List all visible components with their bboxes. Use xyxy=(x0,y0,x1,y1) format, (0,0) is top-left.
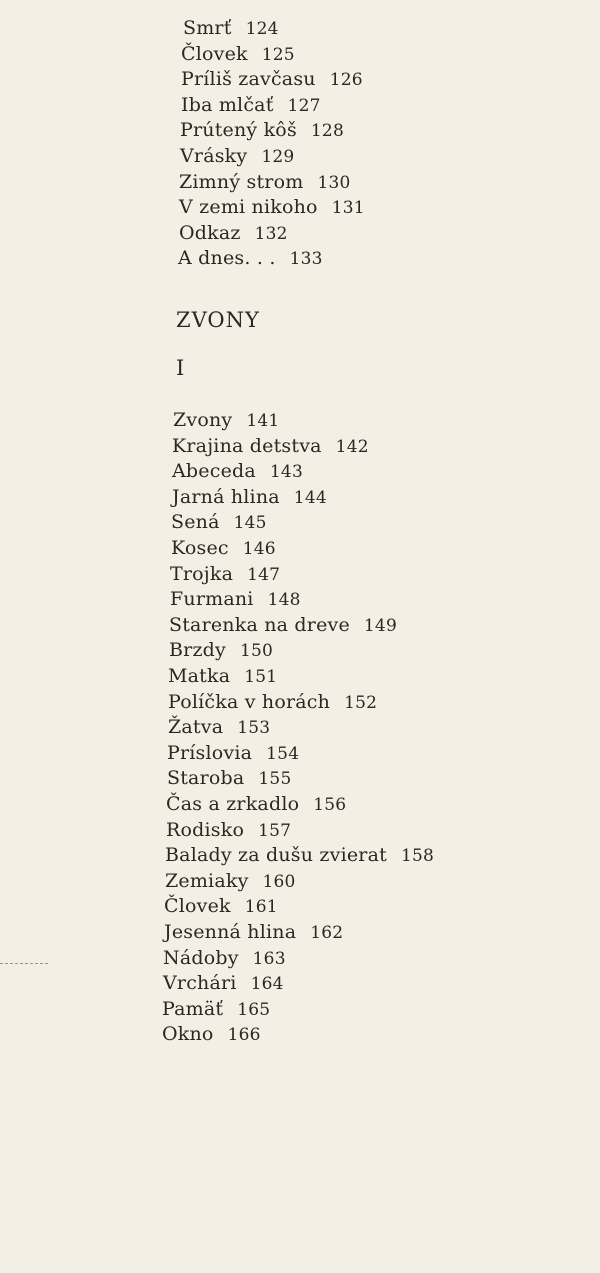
toc-entry-page-number: 126 xyxy=(329,70,363,91)
toc-entry xyxy=(166,818,291,843)
toc-entry-title: Furmani xyxy=(170,588,254,611)
toc-entry-page-number: 163 xyxy=(252,948,286,969)
toc-entry-page-number: 164 xyxy=(250,974,284,995)
toc-entry-title: Smrť xyxy=(183,17,232,39)
toc-entry-title: Príliš zavčasu xyxy=(181,68,316,91)
toc-entry xyxy=(164,894,278,919)
toc-entry-title: Rodisko xyxy=(166,818,245,841)
toc-entry-page-number: 129 xyxy=(261,147,295,167)
toc-entry-title: Pamäť xyxy=(162,997,224,1020)
toc-entry xyxy=(165,843,434,868)
toc-entry-page-number: 146 xyxy=(242,539,276,559)
toc-entry-page-number: 166 xyxy=(227,1025,261,1046)
toc-entry-page-number: 152 xyxy=(344,692,378,713)
toc-entry xyxy=(162,997,270,1022)
toc-entry-title: Okno xyxy=(162,1023,214,1046)
toc-entry xyxy=(172,485,327,510)
toc-entry-page-number: 158 xyxy=(400,846,435,867)
toc-entry-page-number: 161 xyxy=(244,897,278,918)
toc-entry xyxy=(173,408,279,433)
toc-entry-page-number: 142 xyxy=(335,436,369,457)
toc-entry-page-number: 157 xyxy=(258,820,292,841)
toc-entry xyxy=(163,971,284,996)
toc-entry-page-number: 160 xyxy=(262,871,296,892)
toc-entry xyxy=(172,459,303,484)
toc-entry-page-number: 151 xyxy=(244,667,278,687)
toc-entry-title: Jarná hlina xyxy=(172,485,280,508)
toc-entry xyxy=(167,766,291,791)
toc-entry-title: Vrásky xyxy=(180,145,248,167)
toc-entry-title: Matka xyxy=(168,665,231,687)
toc-entry xyxy=(169,638,273,663)
toc-entry-page-number: 150 xyxy=(239,641,274,662)
toc-entry-title: V zemi nikoho xyxy=(179,196,318,219)
section-title: ZVONY xyxy=(176,308,260,332)
toc-entry-title: Sená xyxy=(171,511,220,534)
toc-entry xyxy=(178,246,323,271)
toc-entry-title: Políčka v horách xyxy=(168,690,331,713)
toc-entry xyxy=(180,118,344,143)
toc-entry-title: Vrchári xyxy=(163,972,237,995)
toc-entry-title: Iba mlčať xyxy=(181,93,274,116)
toc-entry-page-number: 149 xyxy=(363,615,397,636)
toc-entry-title: Brzdy xyxy=(169,639,226,662)
toc-entry-title: Človek xyxy=(164,895,231,918)
toc-entry xyxy=(180,144,294,169)
toc-entry xyxy=(170,587,301,612)
toc-entry-page-number: 144 xyxy=(293,487,327,508)
toc-entry-title: Zimný strom xyxy=(179,170,304,193)
toc-entry-page-number: 165 xyxy=(237,999,271,1020)
toc-entry-title: Trojka xyxy=(170,562,234,585)
margin-mark xyxy=(0,963,48,964)
toc-entry-page-number: 148 xyxy=(267,590,301,611)
toc-entry-title: Príslovia xyxy=(167,741,253,764)
toc-entry-page-number: 145 xyxy=(233,513,267,534)
toc-entry-title: Odkaz xyxy=(179,221,241,244)
toc-entry-title: Staroba xyxy=(167,767,245,790)
toc-entry xyxy=(167,741,299,766)
toc-entry-page-number: 154 xyxy=(266,743,300,764)
toc-entry-page-number: 153 xyxy=(237,718,271,739)
toc-entry-page-number: 156 xyxy=(313,795,347,815)
toc-entry-title: Kosec xyxy=(171,537,229,559)
toc-entry-title: Krajina detstva xyxy=(172,434,322,457)
toc-entry xyxy=(183,16,279,41)
toc-entry xyxy=(170,562,280,587)
toc-entry-page-number: 162 xyxy=(310,923,344,943)
toc-entry-page-number: 125 xyxy=(261,44,295,65)
toc-entry xyxy=(163,946,286,971)
toc-entry-page-number: 127 xyxy=(287,95,321,116)
toc-entry-page-number: 155 xyxy=(258,769,292,790)
toc-entry xyxy=(168,664,277,689)
toc-entry-title: Balady za dušu zvierat xyxy=(165,844,387,867)
toc-entry-title: A dnes. . . xyxy=(178,247,276,270)
toc-entry xyxy=(172,434,369,459)
toc-entry-page-number: 133 xyxy=(289,249,323,270)
toc-entry xyxy=(164,920,343,945)
toc-entry xyxy=(168,690,377,715)
toc-entry xyxy=(179,221,288,246)
toc-entry xyxy=(179,170,351,195)
toc-entry-title: Jesenná hlina xyxy=(164,921,297,943)
toc-entry-title: Zvony xyxy=(173,409,233,431)
toc-entry-title: Abeceda xyxy=(172,460,256,483)
toc-entry-title: Človek xyxy=(181,42,248,65)
toc-entry-title: Starenka na dreve xyxy=(169,613,350,636)
toc-entry xyxy=(179,195,365,220)
toc-entry-title: Čas a zrkadlo xyxy=(166,793,300,815)
toc-entry-title: Žatva xyxy=(168,716,224,739)
toc-entry-page-number: 147 xyxy=(247,564,281,585)
toc-entry-page-number: 143 xyxy=(269,462,303,483)
toc-entry-page-number: 141 xyxy=(246,411,280,431)
toc-entry xyxy=(169,613,397,638)
toc-entry-page-number: 131 xyxy=(331,198,365,219)
toc-entry xyxy=(162,1022,261,1047)
toc-entry-title: Nádoby xyxy=(163,946,239,969)
toc-entry xyxy=(168,715,270,740)
toc-entry-page-number: 124 xyxy=(245,19,279,39)
toc-entry xyxy=(171,536,276,561)
toc-entry-page-number: 132 xyxy=(254,223,288,244)
toc-entry-page-number: 128 xyxy=(310,121,344,142)
toc-entry xyxy=(181,67,363,92)
toc-entry xyxy=(166,792,346,817)
section-part-number: I xyxy=(176,356,185,380)
toc-entry xyxy=(171,510,267,535)
toc-entry xyxy=(165,869,296,894)
toc-entry xyxy=(181,93,321,118)
toc-entry xyxy=(181,42,295,67)
toc-entry-page-number: 130 xyxy=(317,172,351,193)
toc-entry-title: Zemiaky xyxy=(165,869,249,892)
toc-entry-title: Prútený kôš xyxy=(180,119,297,142)
